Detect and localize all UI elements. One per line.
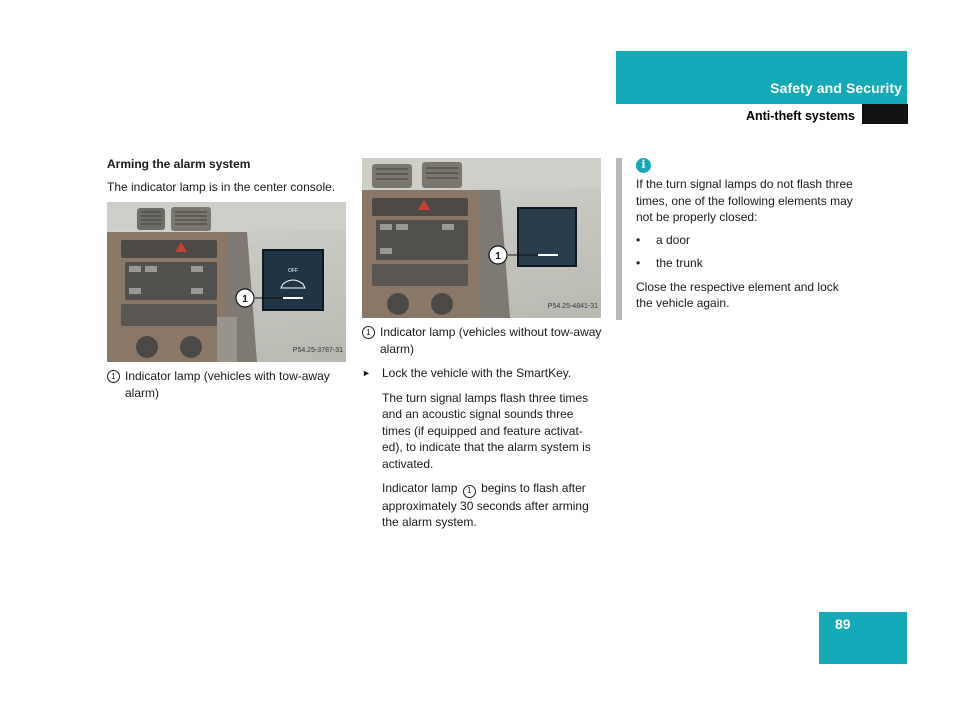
photo-callout-1: 1 xyxy=(495,251,501,262)
section-title: Safety and Security xyxy=(770,80,902,96)
step-arrow-icon: ► xyxy=(362,368,371,378)
indicator-text-start: Indicator lamp xyxy=(382,481,458,495)
callout-number: 1 xyxy=(463,485,476,498)
caption-text: Indicator lamp (vehicles with tow-away alarm) xyxy=(125,369,330,400)
photo-caption xyxy=(362,324,602,357)
center-console-photo-no-tow-away xyxy=(362,158,601,318)
info-closing: Close the respective element and lock the vehicle again. xyxy=(636,279,839,310)
photo-code: P54.25-3787-31 xyxy=(292,346,343,354)
indicator-paragraph xyxy=(382,480,602,531)
console-illustration xyxy=(107,202,346,362)
callout-number: 1 xyxy=(107,370,120,383)
subsection-title: Anti-theft systems xyxy=(745,109,855,123)
section-tab-marker xyxy=(862,104,908,124)
callout-number: 1 xyxy=(362,326,375,339)
photo-code: P54.25-4841-31 xyxy=(547,302,598,310)
info-text: If the turn signal lamps do not flash three times, one of the following elements may not be properly closed: xyxy=(636,177,853,224)
left-column xyxy=(107,156,352,401)
result-paragraph: The turn signal lamps flash three times and an acoustic signal sounds three times (if equipped and feature activat-ed), to indicate that the alarm system is activated. xyxy=(382,390,591,471)
photo-caption xyxy=(107,368,352,401)
caption-text: Indicator lamp (vehicles without tow-away alarm) xyxy=(380,325,602,356)
photo-callout-1: 1 xyxy=(242,294,248,305)
console-illustration xyxy=(362,158,601,318)
header-band xyxy=(616,51,907,104)
middle-column xyxy=(362,158,602,531)
info-box xyxy=(616,158,858,320)
page-number: 89 xyxy=(835,616,851,632)
info-icon: i xyxy=(636,158,651,173)
list-item: • the trunk xyxy=(636,256,703,270)
info-list xyxy=(636,232,858,272)
center-console-photo-tow-away xyxy=(107,202,346,362)
list-item: • a door xyxy=(636,232,691,247)
page-number-box xyxy=(819,612,907,664)
indicator-text-end: begins to flash after approximately 30 seconds after arming the alarm system. xyxy=(382,481,589,529)
intro-text: The indicator lamp is in the center console. xyxy=(107,179,336,194)
section-heading: Arming the alarm system xyxy=(107,157,251,171)
bullet: • xyxy=(636,256,641,270)
step-text: Lock the vehicle with the SmartKey. xyxy=(382,366,572,380)
bullet: • xyxy=(636,232,641,247)
instruction-step xyxy=(362,365,602,382)
panel-off-label: OFF xyxy=(288,268,298,274)
